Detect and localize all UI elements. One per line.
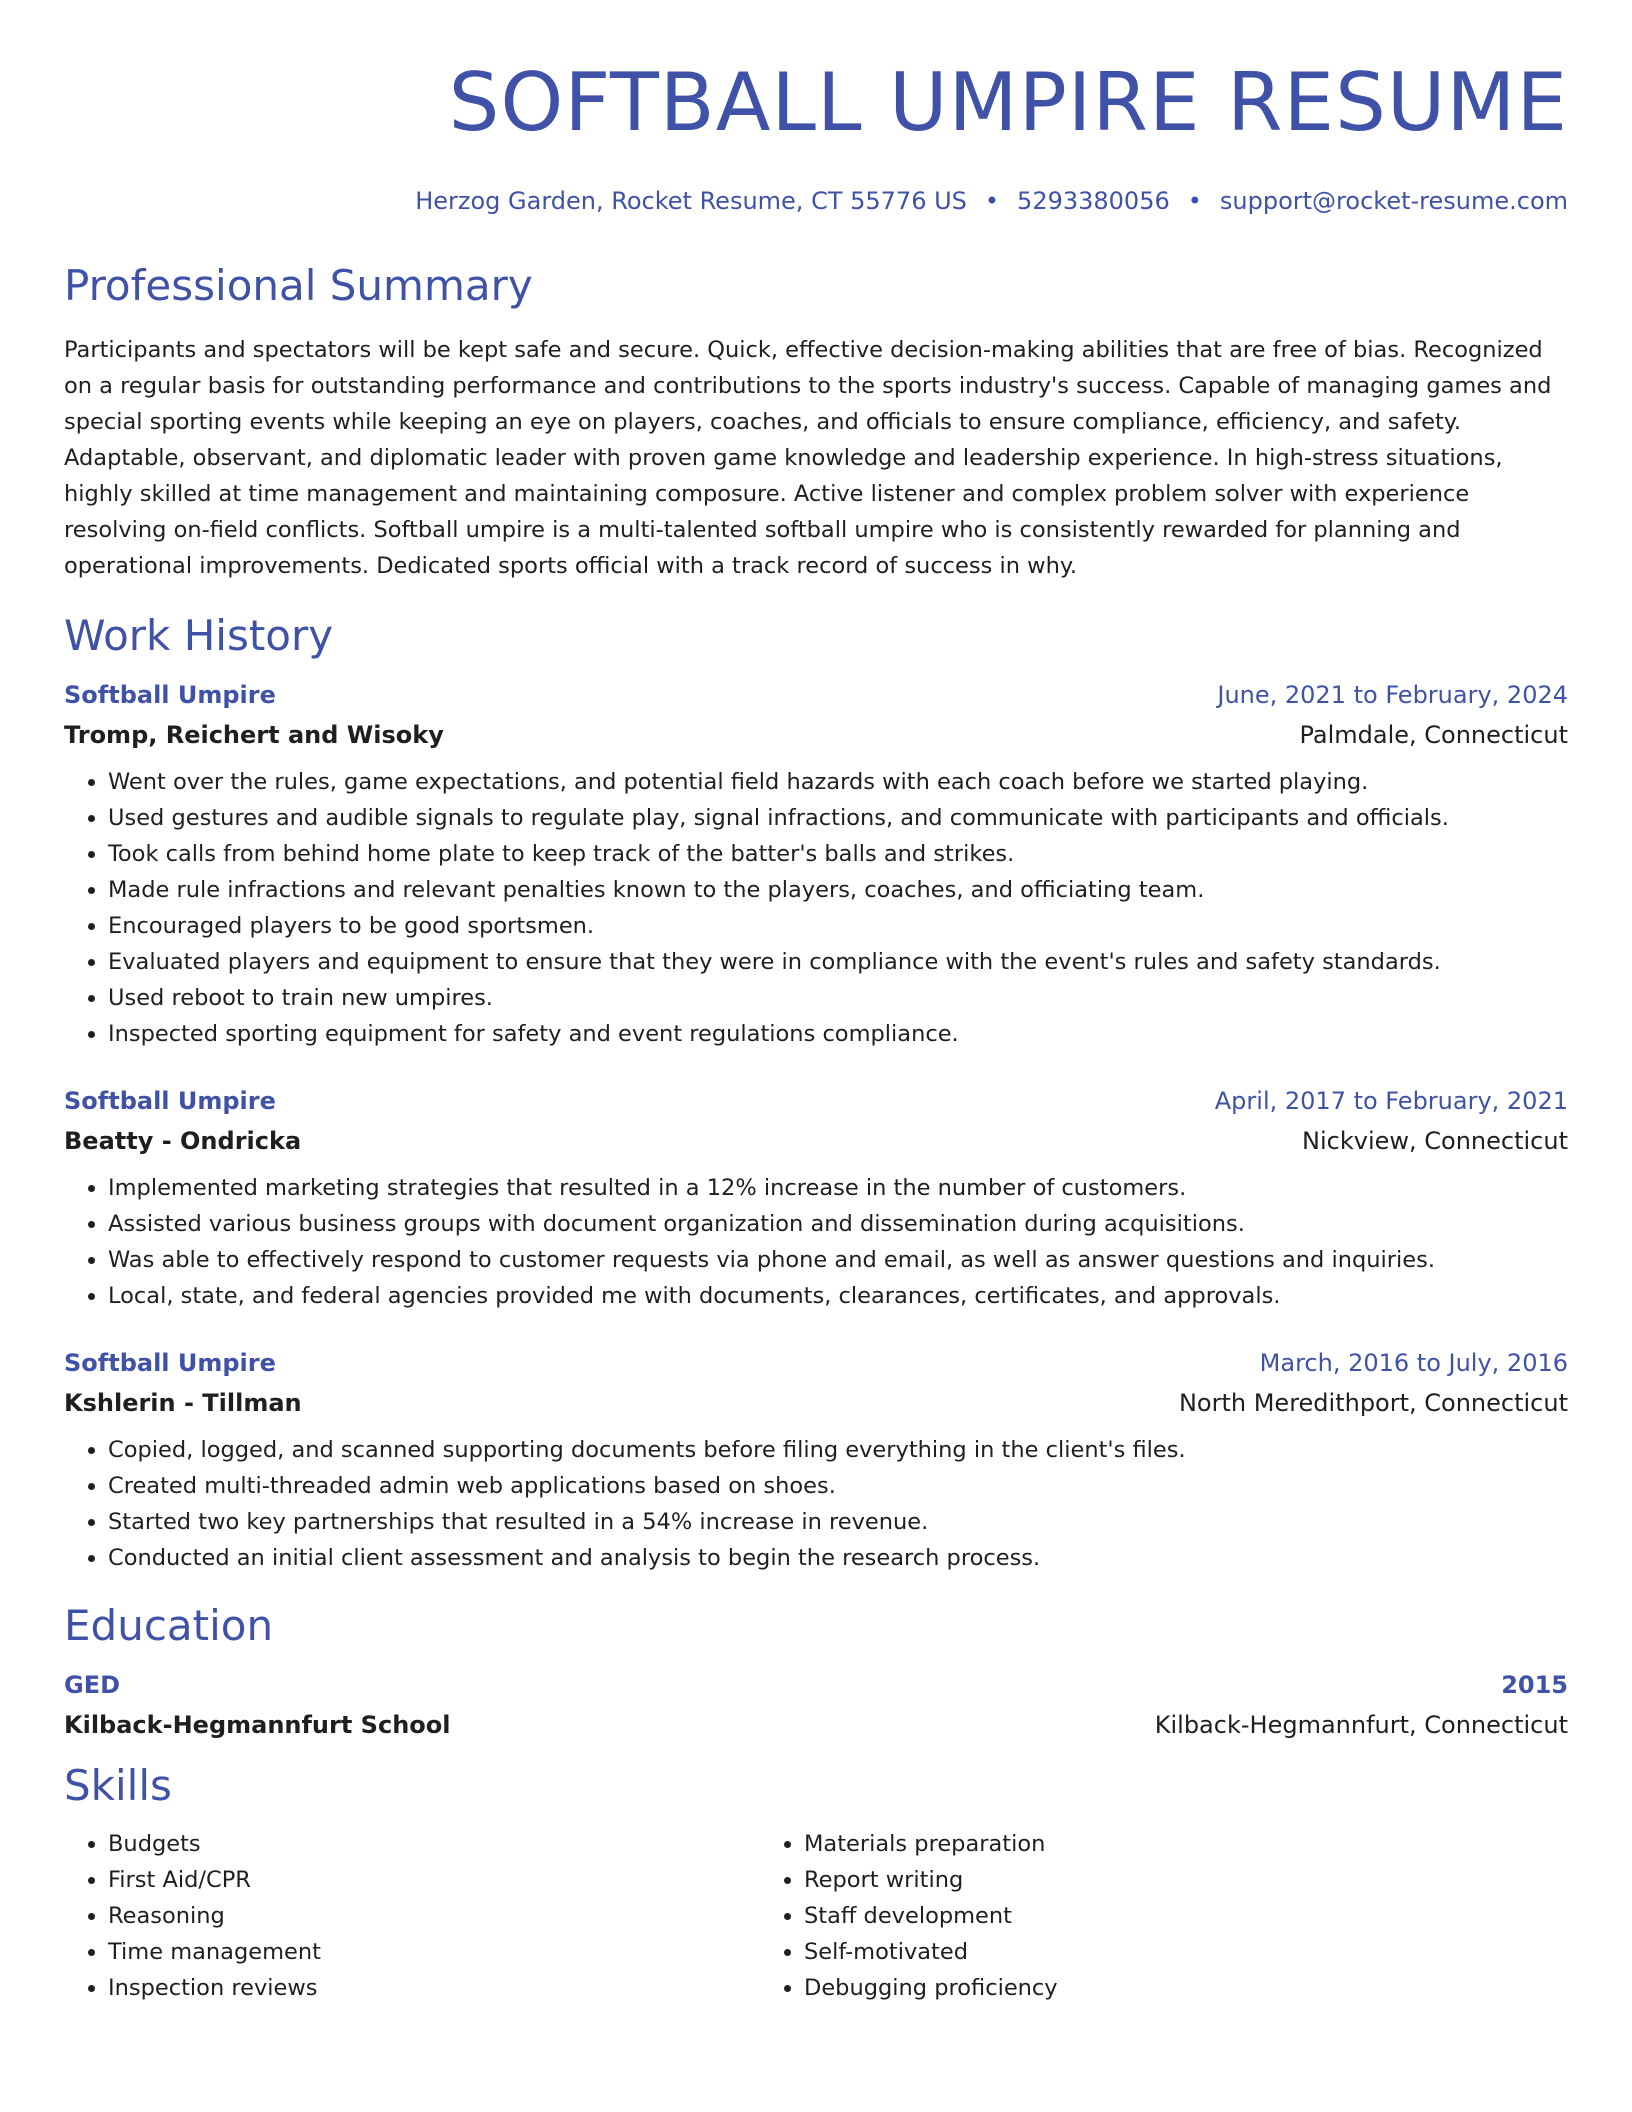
job-location: North Meredithport, Connecticut xyxy=(1178,1389,1568,1417)
job-bullets xyxy=(64,764,1568,1052)
job-bullet: • Took calls from behind home plate to keep track of the batter's balls and strikes. xyxy=(108,836,1568,872)
skills-heading: Skills xyxy=(64,1761,172,1810)
job-location: Nickview, Connecticut xyxy=(1302,1127,1568,1155)
job-title: Softball Umpire xyxy=(64,681,276,709)
skills-grid xyxy=(64,1826,1568,2006)
job-title-row xyxy=(64,1086,1568,1116)
job-title: Softball Umpire xyxy=(64,1349,276,1377)
summary-text: Participants and spectators will be kept safe and secure. Quick, effective decision-making abilities that are free of bias. Recognized on a regular basis for outstanding performance and contributions to the sports industry's success. Capable of managing games and special sporting events while keeping an eye on players, coaches, and officials to ensure compliance, efficiency, and safety. Adaptable, observant, and diplomatic leader with proven game knowledge and leadership experience. In high-stress situations, highly skilled at time management and maintaining composure. Active listener and complex problem solver with experience resolving on-field conflicts. Softball umpire is a multi-talented softball umpire who is consistently rewarded for planning and operational improvements. Dedicated sports official with a track record of success in why. xyxy=(64,337,1552,579)
education-school: Kilback-Hegmannfurt School xyxy=(64,1711,451,1739)
job-bullet: • Conducted an initial client assessment and analysis to begin the research process. xyxy=(108,1540,1568,1576)
job-dates: March, 2016 to July, 2016 xyxy=(1259,1349,1568,1377)
skill-item: • First Aid/CPR xyxy=(108,1862,760,1898)
summary-heading: Professional Summary xyxy=(64,261,533,310)
contact-email: support@rocket-resume.com xyxy=(1219,187,1568,215)
education-degree: GED xyxy=(64,1671,121,1699)
job-bullet: • Implemented marketing strategies that resulted in a 12% increase in the number of customers. xyxy=(108,1170,1568,1206)
job-title: Softball Umpire xyxy=(64,1087,276,1115)
job-company-row xyxy=(64,1388,1568,1418)
education-degree-row xyxy=(64,1670,1568,1700)
education-year: 2015 xyxy=(1501,1671,1568,1699)
work-history-heading: Work History xyxy=(64,611,334,660)
job-entry xyxy=(64,1086,1568,1314)
job-entry xyxy=(64,1348,1568,1576)
job-entry xyxy=(64,680,1568,1052)
job-company-row xyxy=(64,720,1568,750)
job-bullet: • Went over the rules, game expectations, and potential field hazards with each coach before we started playing. xyxy=(108,764,1568,800)
skills-column-right xyxy=(760,1826,1456,2006)
job-bullet: • Was able to effectively respond to customer requests via phone and email, as well as answer questions and inquiries. xyxy=(108,1242,1568,1278)
skill-item: • Budgets xyxy=(108,1826,760,1862)
job-company: Kshlerin - Tillman xyxy=(64,1389,302,1417)
education-heading: Education xyxy=(64,1601,274,1650)
job-bullet: • Evaluated players and equipment to ensure that they were in compliance with the event's rules and safety standards. xyxy=(108,944,1568,980)
job-bullet: • Inspected sporting equipment for safety and event regulations compliance. xyxy=(108,1016,1568,1052)
job-bullet: • Used gestures and audible signals to regulate play, signal infractions, and communicate with participants and officials. xyxy=(108,800,1568,836)
job-bullet: • Copied, logged, and scanned supporting documents before filing everything in the client's files. xyxy=(108,1432,1568,1468)
skill-item: • Staff development xyxy=(804,1898,1456,1934)
skill-item: • Inspection reviews xyxy=(108,1970,760,2006)
job-company: Beatty - Ondricka xyxy=(64,1127,302,1155)
skill-item: • Self-motivated xyxy=(804,1934,1456,1970)
job-bullet: • Used reboot to train new umpires. xyxy=(108,980,1568,1016)
job-title-row xyxy=(64,1348,1568,1378)
job-dates: June, 2021 to February, 2024 xyxy=(1217,681,1568,709)
job-location: Palmdale, Connecticut xyxy=(1299,721,1568,749)
job-company-row xyxy=(64,1126,1568,1156)
job-dates: April, 2017 to February, 2021 xyxy=(1214,1087,1568,1115)
contact-phone: 5293380056 xyxy=(1017,187,1170,215)
skills-column-left xyxy=(64,1826,760,2006)
education-location: Kilback-Hegmannfurt, Connecticut xyxy=(1154,1711,1568,1739)
skill-item: • Debugging proficiency xyxy=(804,1970,1456,2006)
job-bullet: • Started two key partnerships that resulted in a 54% increase in revenue. xyxy=(108,1504,1568,1540)
job-bullet: • Made rule infractions and relevant penalties known to the players, coaches, and officiating team. xyxy=(108,872,1568,908)
job-bullet: • Assisted various business groups with document organization and dissemination during acquisitions. xyxy=(108,1206,1568,1242)
education-school-row xyxy=(64,1710,1568,1740)
skill-item: • Time management xyxy=(108,1934,760,1970)
job-company: Tromp, Reichert and Wisoky xyxy=(64,721,444,749)
job-bullet: • Created multi-threaded admin web applications based on shoes. xyxy=(108,1468,1568,1504)
job-bullets xyxy=(64,1170,1568,1314)
skill-item: • Report writing xyxy=(804,1862,1456,1898)
skill-item: • Materials preparation xyxy=(804,1826,1456,1862)
job-title-row xyxy=(64,680,1568,710)
skill-item: • Reasoning xyxy=(108,1898,760,1934)
resume-title: SOFTBALL UMPIRE RESUME xyxy=(448,56,1568,149)
contact-line xyxy=(64,186,1568,216)
education-entry xyxy=(64,1670,1568,1740)
contact-separator: • xyxy=(1187,187,1202,215)
job-bullets xyxy=(64,1432,1568,1576)
contact-separator: • xyxy=(984,187,1000,215)
contact-address: Herzog Garden, Rocket Resume, CT 55776 US xyxy=(415,187,967,215)
job-bullet: • Local, state, and federal agencies provided me with documents, clearances, certificates, and approvals. xyxy=(108,1278,1568,1314)
job-bullet: • Encouraged players to be good sportsmen. xyxy=(108,908,1568,944)
